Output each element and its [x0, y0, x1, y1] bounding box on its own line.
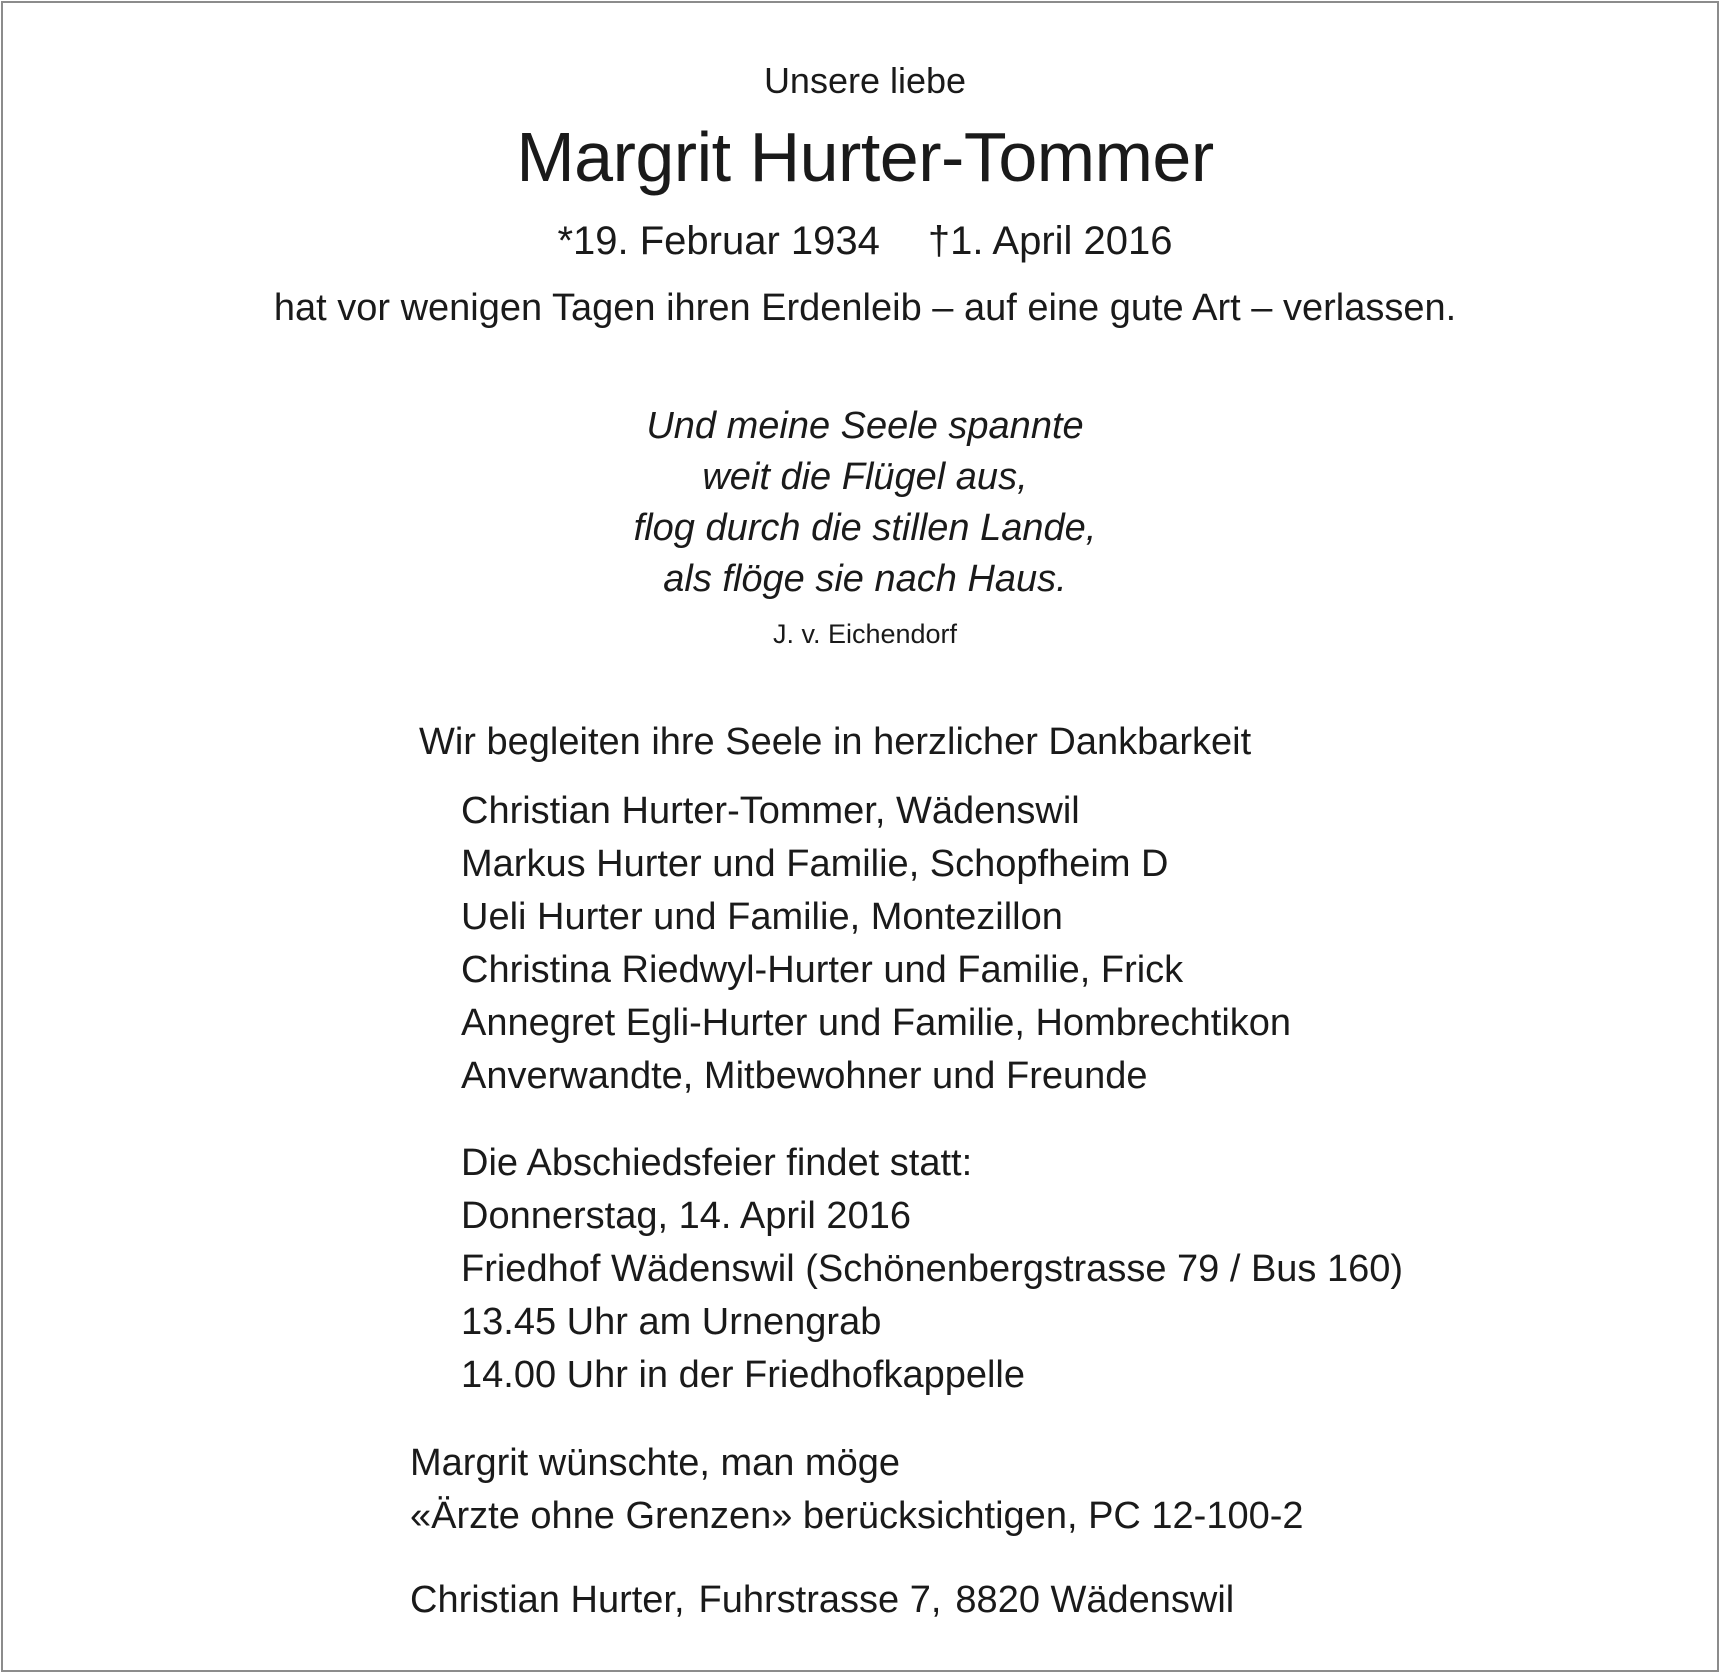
- service-time-urn: 13.45 Uhr am Urnengrab: [461, 1301, 882, 1343]
- intro-text: Unsere liebe: [763, 60, 967, 101]
- service-location: Friedhof Wädenswil (Schönenbergstrasse 79 / Bus 160): [461, 1248, 1404, 1290]
- mourner-name: Christian Hurter-Tommer, Wädenswil: [461, 790, 1080, 832]
- obituary-notice: [1, 1, 1719, 1672]
- mourners-lead: Wir begleiten ihre Seele in herzlicher Dankbarkeit: [419, 721, 1252, 763]
- life-dates: [3, 221, 1724, 261]
- mourner-name: Markus Hurter und Familie, Schopfheim D: [461, 843, 1169, 885]
- mourner-name: Annegret Egli-Hurter und Familie, Hombrechtikon: [461, 1002, 1292, 1044]
- poem-line: Und meine Seele spannte: [646, 405, 1084, 447]
- service-date: Donnerstag, 14. April 2016: [461, 1195, 911, 1237]
- mourner-name: Ueli Hurter und Familie, Montezillon: [461, 896, 1063, 938]
- poem-line: weit die Flügel aus,: [702, 456, 1028, 498]
- contact-address: [410, 1581, 1234, 1619]
- address-street: Fuhrstrasse 7,: [698, 1579, 942, 1621]
- birth-date: *19. Februar 1934: [557, 219, 880, 263]
- address-name: Christian Hurter,: [410, 1579, 685, 1621]
- death-date: †1. April 2016: [927, 219, 1173, 263]
- mourners-list: [461, 785, 1291, 1103]
- wish-line: Margrit wünschte, man möge: [410, 1442, 900, 1484]
- wish-line: «Ärzte ohne Grenzen» berücksichtigen, PC 12-100-2: [410, 1495, 1304, 1537]
- donation-wish: [410, 1437, 1304, 1543]
- mourner-name: Anverwandte, Mitbewohner und Freunde: [461, 1055, 1148, 1097]
- passing-statement: hat vor wenigen Tagen ihren Erdenleib – auf eine gute Art – verlassen.: [273, 287, 1457, 329]
- service-details: [461, 1137, 1403, 1402]
- poem-author: J. v. Eichendorf: [772, 619, 958, 649]
- deceased-name: Margrit Hurter-Tommer: [516, 118, 1214, 196]
- address-city: 8820 Wädenswil: [955, 1579, 1235, 1621]
- service-heading: Die Abschiedsfeier findet statt:: [461, 1142, 973, 1184]
- poem-line: als flöge sie nach Haus.: [663, 558, 1067, 600]
- poem: [3, 401, 1724, 605]
- mourner-name: Christina Riedwyl-Hurter und Familie, Frick: [461, 949, 1184, 991]
- poem-line: flog durch die stillen Lande,: [633, 507, 1097, 549]
- service-time-chapel: 14.00 Uhr in der Friedhofkappelle: [461, 1354, 1026, 1396]
